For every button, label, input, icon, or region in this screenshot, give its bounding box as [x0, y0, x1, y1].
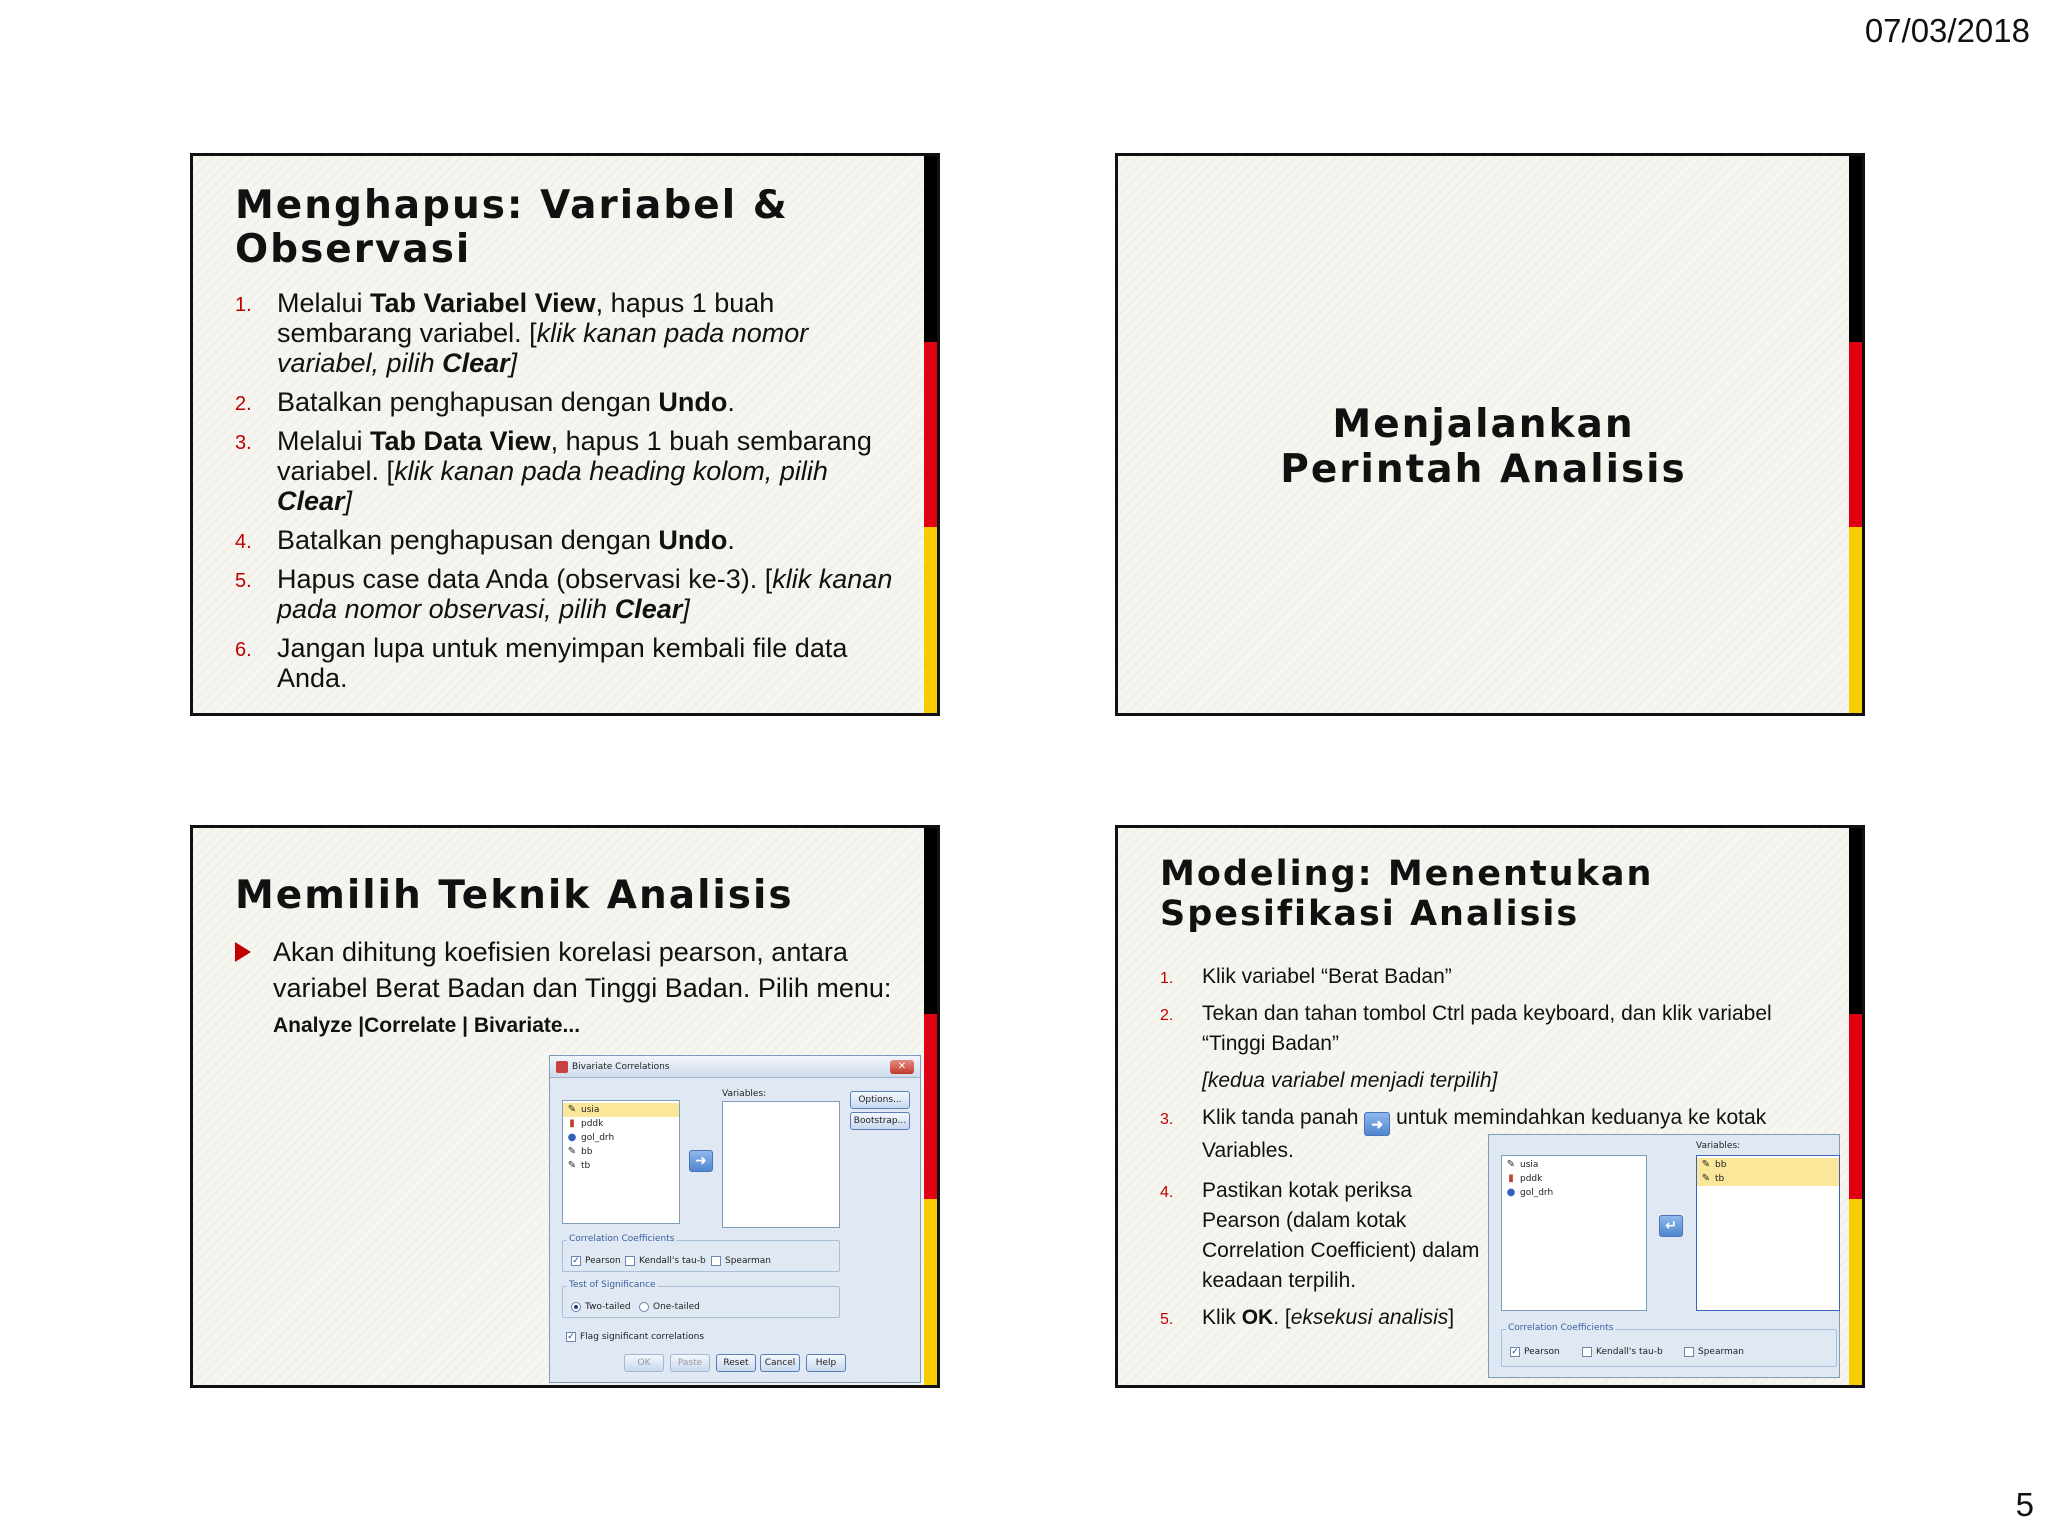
bivariate-dialog	[549, 1055, 921, 1383]
one-tailed-radio[interactable]	[639, 1301, 700, 1313]
source-variable-list[interactable]	[562, 1100, 680, 1224]
bullet-text: Akan dihitung koefisien korelasi pearson, antara variabel Berat Badan dan Tinggi Badan. Pilih menu:	[273, 937, 892, 1003]
slide-memilih-teknik	[190, 825, 940, 1388]
list-item[interactable]	[1502, 1172, 1646, 1186]
checkmark-icon: ✓	[572, 1256, 580, 1266]
list-item	[235, 564, 895, 624]
spearman-checkbox[interactable]	[1684, 1346, 1744, 1358]
checkbox-box	[1684, 1347, 1694, 1357]
slide-title	[1160, 854, 1820, 934]
step-bold-italic: Clear	[277, 486, 345, 516]
checkbox-box	[625, 1256, 635, 1266]
reset-button[interactable]: Reset	[716, 1354, 756, 1372]
slide-modeling	[1115, 825, 1865, 1388]
variable-name: usia	[581, 1105, 600, 1115]
help-button[interactable]: Help	[806, 1354, 846, 1372]
two-tailed-radio[interactable]	[571, 1301, 631, 1313]
list-item[interactable]	[563, 1145, 679, 1159]
bullet-block	[235, 934, 895, 1042]
step-bold: OK	[1241, 1306, 1274, 1329]
step-text: , hapus 1 buah sembarang variabel. [	[277, 426, 872, 486]
list-item[interactable]	[1697, 1158, 1839, 1172]
target-variable-list[interactable]	[722, 1101, 840, 1228]
step-text: .	[727, 387, 735, 417]
step-bold: Tab Data View	[370, 426, 551, 456]
step-list	[235, 288, 895, 702]
checkmark-icon: ✓	[1511, 1347, 1519, 1357]
group-title: Correlation Coefficients	[569, 1234, 675, 1244]
note-text: [kedua variabel menjadi terpilih]	[1202, 1069, 1498, 1092]
step-number: 1.	[235, 294, 252, 316]
spss-app-icon	[556, 1061, 568, 1073]
checkmark-icon: ✓	[567, 1332, 575, 1342]
scale-variable-icon: ✎	[1701, 1173, 1711, 1184]
test-of-significance-group	[562, 1280, 840, 1318]
step-text: .	[727, 525, 735, 555]
step-text: Klik	[1202, 1306, 1242, 1329]
pearson-checkbox[interactable]	[1510, 1346, 1560, 1358]
step-text: Hapus case data Anda (observasi ke-3). [	[277, 564, 773, 594]
source-variable-list[interactable]	[1501, 1155, 1647, 1311]
step-number: 5.	[1160, 1311, 1174, 1328]
correlation-coefficients-group	[1501, 1323, 1837, 1367]
list-item	[235, 387, 895, 417]
slide-title: Menghapus: Variabel & Observasi	[235, 183, 789, 272]
move-arrow-button[interactable]: ➜	[689, 1150, 713, 1172]
variable-name: bb	[1715, 1160, 1727, 1170]
option-label: Spearman	[725, 1256, 772, 1266]
variable-name: tb	[581, 1161, 591, 1171]
variables-label: Variables:	[1696, 1141, 1741, 1151]
step-number: 2.	[1160, 1007, 1174, 1024]
step-number: 4.	[1160, 1184, 1174, 1201]
flag-stripe	[1849, 156, 1862, 713]
list-item[interactable]	[563, 1131, 679, 1145]
dialog-title: Bivariate Correlations	[572, 1062, 670, 1072]
step-text: ]	[509, 348, 518, 378]
step-bold: Undo	[658, 525, 728, 555]
option-label: One-tailed	[653, 1302, 700, 1312]
arrow-right-icon: ➜	[1364, 1112, 1390, 1136]
step-text: . [	[1273, 1306, 1291, 1329]
flag-significant-checkbox[interactable]	[566, 1331, 704, 1343]
list-item	[1160, 1303, 1480, 1333]
target-variable-list[interactable]	[1696, 1155, 1840, 1311]
step-text: Pastikan kotak periksa Pearson (dalam kotak Correlation Coefficient) dalam keadaan terpilih.	[1202, 1179, 1480, 1292]
list-item[interactable]	[563, 1103, 679, 1117]
page-date: 07/03/2018	[1864, 12, 2030, 49]
move-back-arrow-button[interactable]: ↵	[1659, 1215, 1683, 1237]
step-bold: Tab Variabel View	[370, 288, 596, 318]
group-title: Test of Significance	[569, 1280, 656, 1290]
list-item	[235, 288, 895, 378]
slide-menjalankan	[1115, 153, 1865, 716]
list-item[interactable]	[563, 1159, 679, 1173]
page-number: 5	[2015, 1486, 2034, 1523]
slide-title: Memilih Teknik Analisis	[235, 873, 794, 918]
spearman-checkbox[interactable]	[711, 1255, 771, 1267]
option-label: Pearson	[1524, 1347, 1560, 1357]
triangle-bullet-icon	[235, 942, 251, 962]
group-title: Correlation Coefficients	[1508, 1323, 1614, 1333]
scale-variable-icon: ✎	[567, 1160, 577, 1171]
list-item[interactable]	[1697, 1172, 1839, 1186]
title-line: Modeling: Menentukan	[1160, 854, 1654, 894]
ordinal-variable-icon: ▮	[569, 1118, 575, 1129]
ok-button[interactable]: OK	[624, 1354, 664, 1372]
flag-stripe	[1849, 828, 1862, 1385]
step-bold: Undo	[658, 387, 728, 417]
list-item	[1160, 1176, 1480, 1296]
dialog-titlebar	[550, 1056, 920, 1078]
variable-name: gol_drh	[1520, 1188, 1554, 1198]
step-text: Jangan lupa untuk menyimpan kembali file data Anda.	[277, 633, 848, 693]
step-text: Batalkan penghapusan dengan	[277, 525, 659, 555]
step-number: 6.	[235, 639, 252, 661]
checkbox-box	[1582, 1347, 1592, 1357]
step-italic: eksekusi analisis	[1290, 1306, 1449, 1329]
step-italic: klik kanan pada heading kolom, pilih	[394, 456, 828, 486]
list-item[interactable]	[563, 1117, 679, 1131]
step-number: 5.	[235, 570, 252, 592]
variable-name: tb	[1715, 1174, 1725, 1184]
menu-path: Analyze |Correlate | Bivariate...	[273, 1014, 581, 1037]
bootstrap-button[interactable]: Bootstrap...	[850, 1112, 910, 1130]
checkbox-box	[711, 1256, 721, 1266]
step-text: , hapus 1 buah sembarang variabel. [	[277, 288, 775, 348]
variables-dialog-crop	[1488, 1134, 1840, 1378]
flag-stripe	[924, 828, 937, 1385]
step-number: 2.	[235, 393, 252, 415]
flag-stripe	[924, 156, 937, 713]
step-number: 4.	[235, 531, 252, 553]
step-italic: klik kanan pada nomor variabel, pilih	[277, 318, 809, 378]
list-item	[235, 633, 895, 693]
list-item	[1160, 999, 1840, 1059]
option-label: Flag significant correlations	[580, 1332, 705, 1342]
step-number: 3.	[235, 432, 252, 454]
step-text: Tekan dan tahan tombol Ctrl pada keyboard, dan klik variabel “Tinggi Badan”	[1202, 1002, 1772, 1055]
step-text: Klik variabel “Berat Badan”	[1202, 965, 1452, 988]
list-item	[235, 426, 895, 516]
pearson-checkbox[interactable]	[571, 1255, 621, 1267]
variables-label: Variables:	[722, 1089, 767, 1099]
title-line: Perintah Analisis	[1280, 447, 1687, 492]
ordinal-variable-icon: ▮	[1508, 1173, 1514, 1184]
variable-name: gol_drh	[581, 1133, 615, 1143]
radio-dot	[639, 1302, 649, 1312]
option-label: Spearman	[1698, 1347, 1745, 1357]
radio-dot	[571, 1302, 581, 1312]
variable-name: usia	[1520, 1160, 1539, 1170]
scale-variable-icon: ✎	[1701, 1159, 1711, 1170]
step-text: Melalui	[277, 288, 371, 318]
step-text: ]	[1448, 1306, 1455, 1329]
title-line: Spesifikasi Analisis	[1160, 894, 1580, 934]
step-text: ]	[344, 486, 353, 516]
step-number: 3.	[1160, 1111, 1174, 1128]
paste-button[interactable]: Paste	[670, 1354, 710, 1372]
nominal-variable-icon: ●	[1506, 1187, 1516, 1198]
kendall-checkbox[interactable]	[625, 1255, 706, 1267]
bullet-item	[235, 934, 895, 1006]
slide-title	[1118, 402, 1849, 492]
option-label: Kendall's tau-b	[1596, 1347, 1663, 1357]
kendall-checkbox[interactable]	[1582, 1346, 1663, 1358]
variable-name: bb	[581, 1147, 593, 1157]
step-bold-italic: Clear	[442, 348, 510, 378]
scale-variable-icon: ✎	[567, 1146, 577, 1157]
close-icon[interactable]: ✕	[890, 1060, 914, 1074]
scale-variable-icon: ✎	[1506, 1159, 1516, 1170]
step-number: 1.	[1160, 970, 1174, 987]
correlation-coefficients-group	[562, 1234, 840, 1272]
step-text: untuk memindahkan keduanya ke kotak Variables.	[1202, 1106, 1767, 1162]
step-bold-italic: Clear	[614, 594, 683, 624]
step-text: Klik tanda panah	[1202, 1106, 1365, 1129]
list-item	[1160, 962, 1840, 992]
step-text: ]	[682, 594, 690, 624]
list-item[interactable]	[1502, 1158, 1646, 1172]
list-item	[235, 525, 895, 555]
slide-menghapus	[190, 153, 940, 716]
scale-variable-icon: ✎	[567, 1104, 577, 1115]
step-italic: klik kanan pada nomor observasi, pilih	[277, 564, 893, 624]
nominal-variable-icon: ●	[567, 1132, 577, 1143]
list-item[interactable]	[1502, 1186, 1646, 1200]
option-label: Kendall's tau-b	[639, 1256, 706, 1266]
title-line: Menjalankan	[1332, 402, 1635, 447]
variable-name: pddk	[581, 1119, 604, 1129]
option-label: Pearson	[585, 1256, 621, 1266]
options-button[interactable]: Options...	[850, 1091, 910, 1109]
variable-name: pddk	[1520, 1174, 1543, 1184]
cancel-button[interactable]: Cancel	[760, 1354, 800, 1372]
step-text: Melalui	[277, 426, 371, 456]
step-text: Batalkan penghapusan dengan	[277, 387, 659, 417]
option-label: Two-tailed	[585, 1302, 631, 1312]
